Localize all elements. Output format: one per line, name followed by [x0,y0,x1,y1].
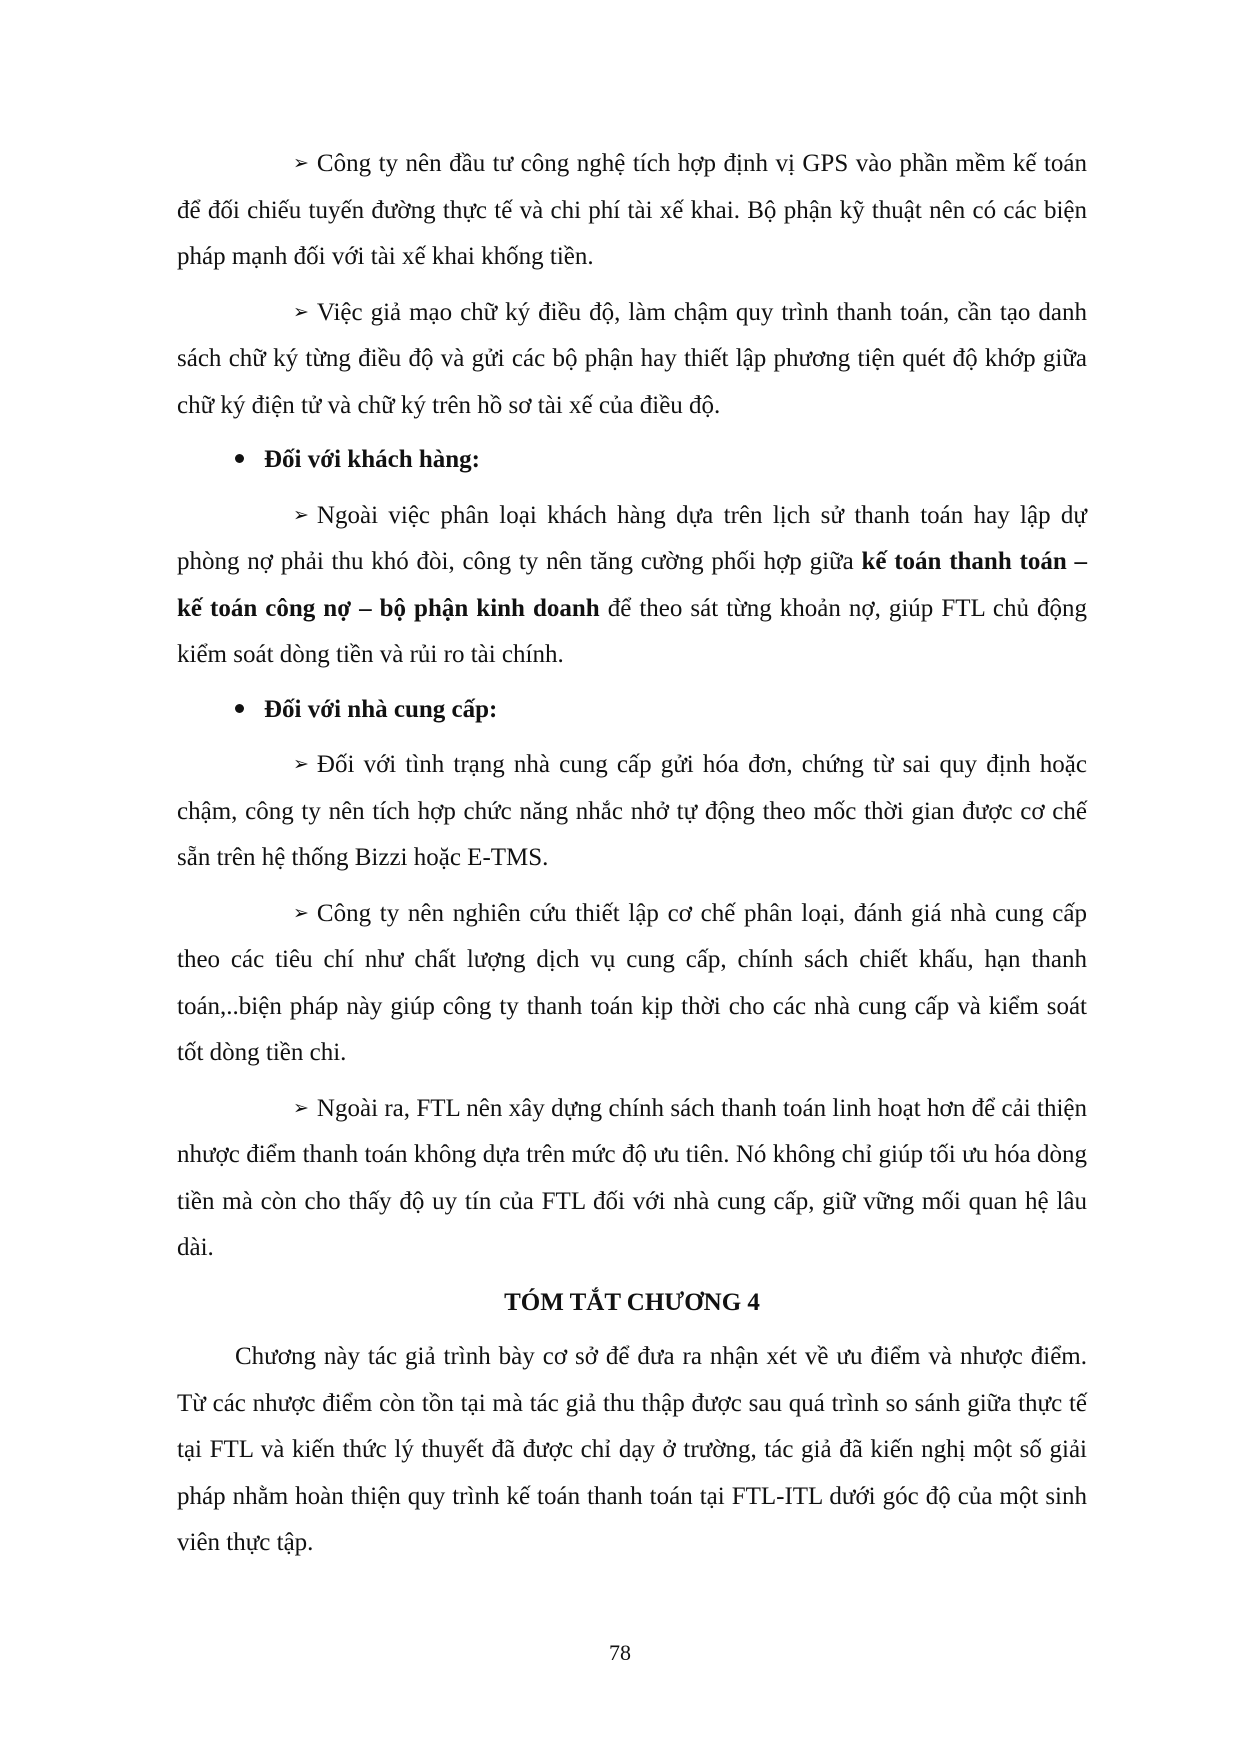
bullet-dot-icon [235,704,244,713]
paragraph-customers-bold: kế toán thanh toán – kế toán công nợ – bộ phận kinh doanh [177,548,1087,622]
paragraph-signature-text: Việc giả mạo chữ ký điều độ, làm chậm quy trình thanh toán, cần tạo danh sách chữ ký từng điều độ và gửi các bộ phận hay thiết lập phương tiện quét độ khớp giữa chữ ký điện tử và chữ ký trên hồ sơ tài xế của điều độ. [177,298,1087,419]
heading-suppliers-text: Đối với nhà cung cấp: [264,695,498,723]
document-body [177,140,1087,1575]
arrow-bullet-icon: ➢ [293,901,309,924]
paragraph-supplier-evaluation [177,890,1087,1077]
arrow-bullet-icon: ➢ [293,503,309,526]
paragraph-invoice-reminder-text: Đối với tình trạng nhà cung cấp gửi hóa đơn, chứng từ sai quy định hoặc chậm, công ty nên tích hợp chức năng nhắc nhở tự động theo mốc thời gian được cơ chế sẵn trên hệ thống Bizzi hoặc E-TMS. [177,751,1087,871]
chapter-summary: Chương này tác giả trình bày cơ sở để đưa ra nhận xét về ưu điểm và nhược điểm. Từ các nhược điểm còn tồn tại mà tác giả thu thập được sau quá trình so sánh giữa thực tế tại FTL và kiến thức lý thuyết đã được chỉ dạy ở trường, tác giả đã kiến nghị một số giải pháp nhằm hoàn thiện quy trình kế toán thanh toán tại FTL-ITL dưới góc độ của một sinh viên thực tập. [177,1343,1087,1556]
paragraph-customers [177,492,1087,679]
arrow-bullet-icon: ➢ [293,1096,309,1119]
paragraph-flexible-payment-text: Ngoài ra, FTL nên xây dựng chính sách thanh toán linh hoạt hơn để cải thiện nhược điểm thanh toán không dựa trên mức độ ưu tiên. Nó không chỉ giúp tối ưu hóa dòng tiền mà còn cho thấy độ uy tín của FTL đối với nhà cung cấp, giữ vững mối quan hệ lâu dài. [177,1094,1087,1261]
arrow-bullet-icon: ➢ [293,753,309,775]
paragraph-signature [177,289,1087,430]
heading-suppliers [177,687,1087,734]
paragraph-customers-text-1: Ngoài việc phân loại khách hàng dựa trên lịch sử thanh toán hay lập dự phòng nợ phải thu khó đòi, công ty nên tăng cường phối hợp giữa [177,501,1087,575]
section-title: TÓM TẮT CHƯƠNG 4 [504,1288,760,1316]
paragraph-customers-text-2: để theo sát từng khoản nợ, giúp FTL chủ động kiểm soát dòng tiền và rủi ro tài chính. [177,594,1087,668]
paragraph-supplier-evaluation-text: Công ty nên nghiên cứu thiết lập cơ chế phân loại, đánh giá nhà cung cấp theo các tiêu chí như chất lượng dịch vụ cung cấp, chính sách chiết khấu, hạn thanh toán,..biện pháp này giúp công ty thanh toán kịp thời cho các nhà cung cấp và kiểm soát tốt dòng tiền chi. [177,899,1087,1066]
paragraph-gps-text: Công ty nên đầu tư công nghệ tích hợp định vị GPS vào phần mềm kế toán để đối chiếu tuyến đường thực tế và chi phí tài xế khai. Bộ phận kỹ thuật nên có các biện pháp mạnh đối với tài xế khai khống tiền. [177,150,1087,270]
heading-customers-text: Đối với khách hàng: [264,446,480,473]
paragraph-flexible-payment [177,1085,1087,1272]
arrow-bullet-icon: ➢ [293,152,309,174]
page-number: 78 [609,1640,631,1665]
paragraph-gps [177,140,1087,281]
bullet-dot-icon [235,454,244,463]
arrow-bullet-icon: ➢ [293,300,309,323]
heading-customers [177,437,1087,484]
paragraph-invoice-reminder [177,741,1087,882]
